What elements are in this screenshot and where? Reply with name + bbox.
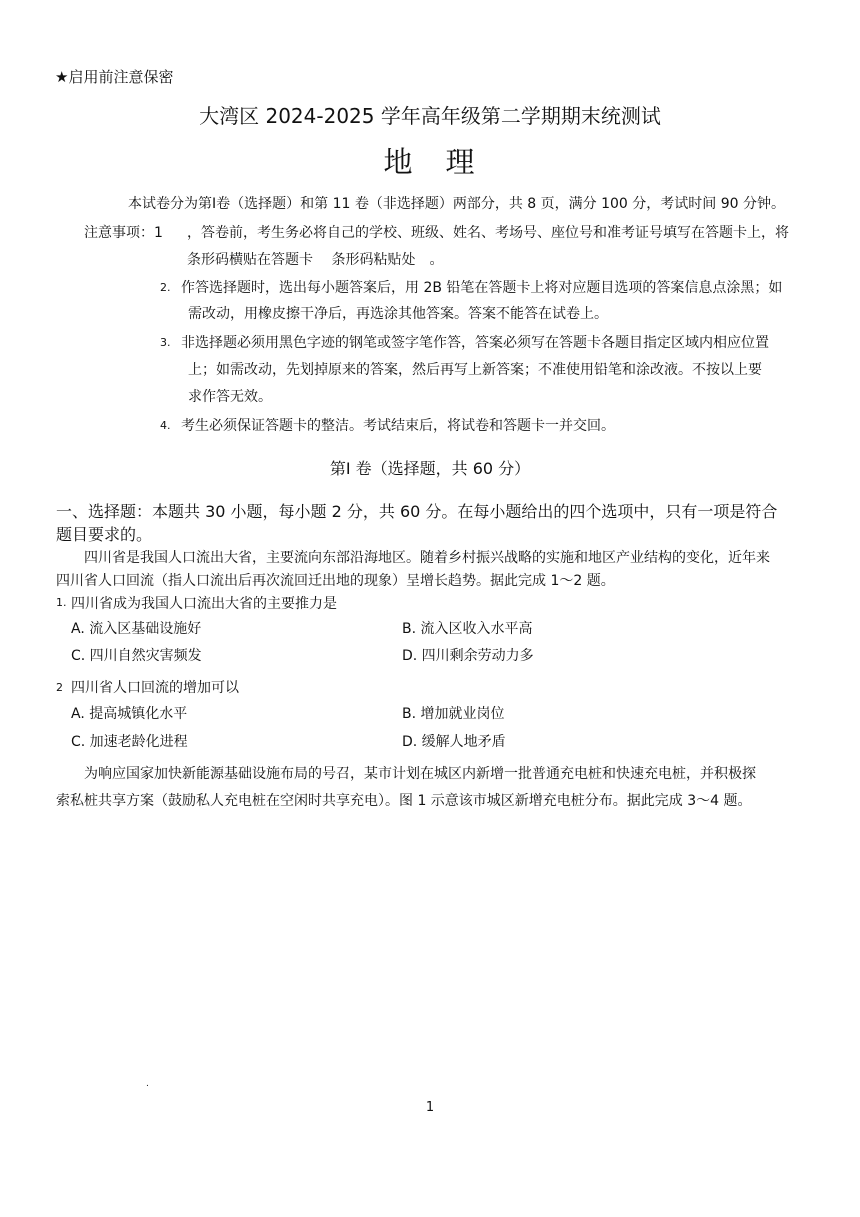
stray-dot: . xyxy=(146,1079,149,1089)
subject-title: 地 理 xyxy=(383,145,477,179)
question-1-option-b: B. 流入区收入水平高 xyxy=(402,621,533,637)
notice-item-1-line-2: 条形码横贴在答题卡 条形码粘贴处 。 xyxy=(187,252,444,268)
question-2-number: 2 xyxy=(56,681,63,694)
question-2-option-c: C. 加速老龄化进程 xyxy=(71,734,188,750)
page-number: 1 xyxy=(425,1100,435,1115)
notice-item-2-line-2: 需改动，用橡皮擦干净后，再选涂其他答案。答案不能答在试卷上。 xyxy=(188,306,608,322)
material-2-line-1: 为响应国家加快新能源基础设施布局的号召，某市计划在城区内新增一批普通充电桩和快速充电桩，并积极探 xyxy=(84,766,756,782)
notice-item-4-line-1: 考生必须保证答题卡的整洁。考试结束后，将试卷和答题卡一并交回。 xyxy=(181,418,615,434)
question-2-option-d: D. 缓解人地矛盾 xyxy=(402,734,506,750)
notice-item-3-line-3: 求作答无效。 xyxy=(188,389,272,405)
notice-item-2-number: 2. xyxy=(160,281,171,294)
notice-item-3-number: 3. xyxy=(160,336,171,349)
material-1-line-1: 四川省是我国人口流出大省，主要流向东部沿海地区。随着乡村振兴战略的实施和地区产业结构的变化，近年来 xyxy=(84,550,770,566)
material-2-line-2: 索私桩共享方案（鼓励私人充电桩在空闲时共享充电）。图 1 示意该市城区新增充电桩分布。据此完成 3～4 题。 xyxy=(56,793,752,809)
question-1-option-c: C. 四川自然灾害频发 xyxy=(71,648,202,664)
question-2-stem: 四川省人口回流的增加可以 xyxy=(71,680,239,696)
question-2-option-a: A. 提高城镇化水平 xyxy=(71,706,188,722)
exam-intro: 本试卷分为第Ⅰ卷（选择题）和第 11 卷（非选择题）两部分，共 8 页，满分 100 分，考试时间 90 分钟。 xyxy=(128,196,785,212)
notice-item-1-line-1: ，答卷前，考生务必将自己的学校、班级、姓名、考场号、座位号和准考证号填写在答题卡上，将 xyxy=(187,225,789,241)
confidential-mark: ★启用前注意保密 xyxy=(55,68,174,86)
question-1-option-a: A. 流入区基础设施好 xyxy=(71,621,202,637)
part-title-line-2: 题目要求的。 xyxy=(56,525,153,544)
material-1-line-2: 四川省人口回流（指人口流出后再次流回迁出地的现象）呈增长趋势。据此完成 1～2 题。 xyxy=(56,573,615,589)
notice-item-3-line-1: 非选择题必须用黑色字迹的钢笔或签字笔作答，答案必须写在答题卡各题目指定区域内相应位置 xyxy=(181,335,769,351)
exam-title: 大湾区 2024-2025 学年高年级第二学期期末统测试 xyxy=(199,104,661,128)
question-2-option-b: B. 增加就业岗位 xyxy=(402,706,505,722)
notice-item-2-line-1: 作答选择题时，选出每小题答案后，用 2B 铅笔在答题卡上将对应题目选项的答案信息点涂黑；如 xyxy=(181,280,783,296)
notice-label: 注意事项：1 xyxy=(84,225,163,241)
notice-item-3-line-2: 上；如需改动，先划掉原来的答案，然后再写上新答案；不准使用铅笔和涂改液。不按以上要 xyxy=(188,362,762,378)
part-title-line-1: 一、选择题：本题共 30 小题，每小题 2 分，共 60 分。在每小题给出的四个选项中，只有一项是符合 xyxy=(56,502,778,521)
question-1-option-d: D. 四川剩余劳动力多 xyxy=(402,648,534,664)
section-heading: 第Ⅰ 卷（选择题，共 60 分） xyxy=(329,459,531,478)
question-1-number: 1. xyxy=(56,596,67,609)
notice-item-4-number: 4. xyxy=(160,419,171,432)
question-1-stem: 四川省成为我国人口流出大省的主要推力是 xyxy=(71,596,337,612)
